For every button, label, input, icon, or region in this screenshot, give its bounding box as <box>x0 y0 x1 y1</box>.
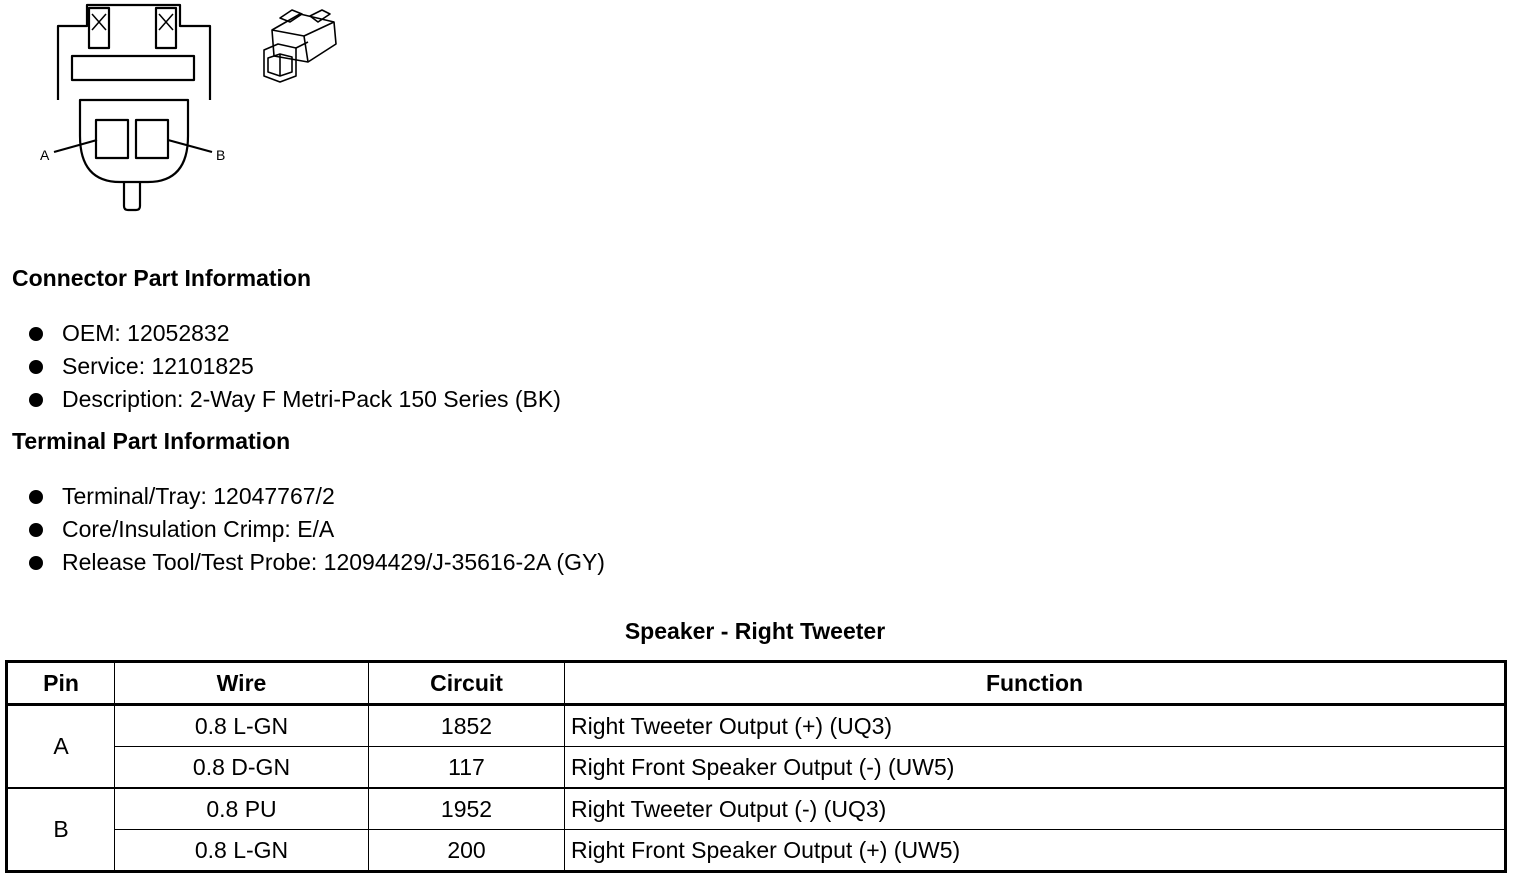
header-function: Function <box>565 662 1506 705</box>
header-circuit: Circuit <box>369 662 565 705</box>
connector-locking-bar <box>72 56 194 80</box>
bullet-icon <box>29 393 43 407</box>
wire-cell: 0.8 L-GN <box>115 705 369 747</box>
header-pin: Pin <box>7 662 115 705</box>
terminal-tray: Terminal/Tray: 12047767/2 <box>62 483 335 509</box>
table-title: Speaker - Right Tweeter <box>624 618 886 644</box>
terminal-part-info-heading: Terminal Part Information <box>12 428 291 454</box>
function-cell: Right Tweeter Output (-) (UQ3) <box>565 788 1506 830</box>
pin-cell: A <box>7 705 115 789</box>
table-header-row <box>7 662 1506 705</box>
table-row <box>7 705 1506 747</box>
terminal-cavity-a <box>96 120 128 158</box>
connector-isometric-view <box>264 10 336 82</box>
connector-description: Description: 2-Way F Metri-Pack 150 Series (BK) <box>62 386 561 412</box>
connector-upper-housing <box>58 5 210 100</box>
wire-cell: 0.8 L-GN <box>115 830 369 872</box>
table-row <box>7 788 1506 830</box>
core-insulation-crimp: Core/Insulation Crimp: E/A <box>62 516 335 542</box>
table-row <box>7 747 1506 789</box>
release-tool-test-probe: Release Tool/Test Probe: 12094429/J-35616-2A (GY) <box>62 549 605 575</box>
circuit-cell: 1852 <box>369 705 565 747</box>
wire-cell: 0.8 PU <box>115 788 369 830</box>
terminal-cavity-b <box>136 120 168 158</box>
bullet-icon <box>29 490 43 504</box>
function-cell: Right Front Speaker Output (-) (UW5) <box>565 747 1506 789</box>
bullet-icon <box>29 360 43 374</box>
list-item <box>28 514 605 547</box>
table-row <box>7 830 1506 872</box>
bullet-icon <box>29 327 43 341</box>
header-wire: Wire <box>115 662 369 705</box>
bullet-icon <box>29 556 43 570</box>
connector-part-info-heading: Connector Part Information <box>12 265 312 291</box>
connector-part-info-list <box>28 318 561 417</box>
list-item <box>28 481 605 514</box>
list-item <box>28 351 561 384</box>
list-item <box>28 547 605 580</box>
oem-number: OEM: 12052832 <box>62 320 230 346</box>
function-cell: Right Tweeter Output (+) (UQ3) <box>565 705 1506 747</box>
pin-label-b: B <box>216 147 226 163</box>
circuit-cell: 200 <box>369 830 565 872</box>
pinout-table <box>5 660 1507 873</box>
terminal-part-info-list <box>28 481 605 580</box>
bullet-icon <box>29 523 43 537</box>
connector-diagram <box>0 0 360 230</box>
list-item <box>28 384 561 417</box>
circuit-cell: 117 <box>369 747 565 789</box>
service-number: Service: 12101825 <box>62 353 254 379</box>
pin-label-a: A <box>40 147 50 163</box>
circuit-cell: 1952 <box>369 788 565 830</box>
wire-cell: 0.8 D-GN <box>115 747 369 789</box>
list-item <box>28 318 561 351</box>
pin-cell: B <box>7 788 115 872</box>
function-cell: Right Front Speaker Output (+) (UW5) <box>565 830 1506 872</box>
connector-key-tab <box>124 182 140 210</box>
